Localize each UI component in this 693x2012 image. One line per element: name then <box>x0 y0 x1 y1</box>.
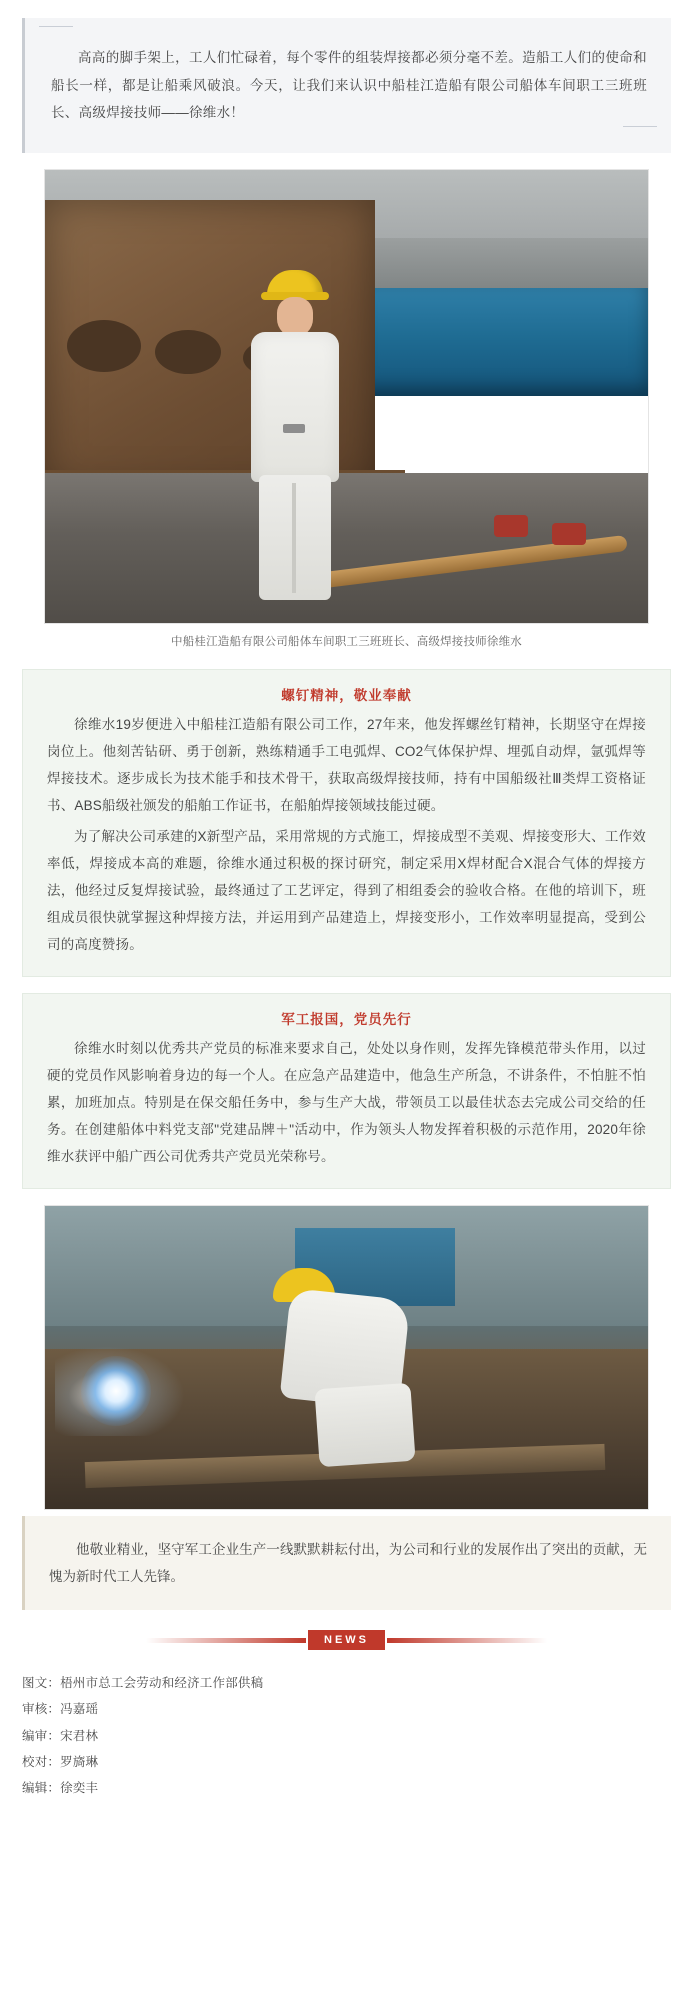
figure-caption: 中船桂江造船有限公司船体车间职工三班班长、高级焊接技师徐维水 <box>171 636 522 649</box>
photo1-worker <box>241 270 349 600</box>
photo1-worker-legs <box>259 475 331 600</box>
credit-line-source: 图文：梧州市总工会劳动和经济工作部供稿 <box>22 1676 264 1691</box>
photo1-gray-beam <box>348 238 648 294</box>
intro-paragraph: 高高的脚手架上，工人们忙碌着，每个零件的组装焊接都必须分毫不差。造船工人们的使命和船长一样，都是让船乘风破浪。今天，让我们来认识中船桂江造船有限公司船体车间职工三班班长、高级焊接技师——徐维水！ <box>51 50 647 121</box>
decorative-corner-top-left <box>39 26 73 45</box>
closing-paragraph: 他敬业精业，坚守军工企业生产一线默默耕耘付出，为公司和行业的发展作出了突出的贡献，无愧为新时代工人先锋。 <box>49 1542 647 1585</box>
divider-bar-right <box>387 1638 547 1643</box>
figure-shipyard-portrait <box>44 169 649 663</box>
credit-line-proofreader: 校对：罗旖琳 <box>22 1754 99 1769</box>
photo2-welder-legs <box>314 1383 415 1468</box>
photo1-red-fixture-right <box>552 523 586 545</box>
figure-welding-work <box>44 1205 649 1510</box>
section-title-wrap <box>23 670 670 711</box>
credit-line-editor-in-chief: 编审：宋君林 <box>22 1728 99 1743</box>
credit-line-reviewer: 审核：冯嘉瑶 <box>22 1702 99 1717</box>
photo1-red-fixture-left <box>494 515 528 537</box>
section-title: 螺钉精神，敬业奉献 <box>281 688 412 704</box>
credit-line-editor: 编辑：徐奕丰 <box>22 1781 99 1796</box>
photo2-welder <box>255 1268 425 1458</box>
section-paragraph: 徐维水19岁便进入中船桂江造船有限公司工作，27年来，他发挥螺丝钉精神，长期坚守在焊接岗位上。他刻苦钻研、勇于创新，熟练精通手工电弧焊、CO2气体保护焊、埋弧自动焊，氩弧焊等焊接技术。逐步成长为技术能手和技术骨干，获取高级焊接技师，持有中国船级社Ⅲ类焊工资格证书、ABS船级社颁发的船舶工作证书，在船舶焊接领域技能过硬。 <box>47 717 646 814</box>
intro-quote-block <box>22 18 671 153</box>
photo1-yellow-helmet <box>267 270 323 300</box>
section-paragraph: 徐维水时刻以优秀共产党员的标准来要求自己，处处以身作则，发挥先锋模范带头作用，以过硬的党员作风影响着身边的每一个人。在应急产品建造中，他急生产所急，不讲条件，不怕脏不怕累，加班加点。特别是在保交船任务中，参与生产大战，带领员工以最佳状态去完成公司交给的任务。在创建船体中料党支部"党建品牌＋"活动中，作为领头人物发挥着积极的示范作用，2020年徐维水获评中船广西公司优秀共产党员光荣称号。 <box>47 1041 646 1165</box>
divider-label: NEWS <box>308 1630 385 1650</box>
news-divider <box>0 1630 693 1650</box>
section-party-member <box>22 993 671 1189</box>
photo1-worker-face <box>277 297 313 337</box>
section-title: 军工报国，党员先行 <box>281 1012 412 1028</box>
decorative-corner-bottom-right <box>623 126 657 145</box>
photo1-blue-hull-section <box>358 288 648 396</box>
section-screw-spirit <box>22 669 671 977</box>
photo1-uniform-badge <box>283 424 305 433</box>
section-title-wrap <box>23 994 670 1035</box>
credits-block <box>22 1670 671 1813</box>
section-paragraph: 为了解决公司承建的X新型产品，采用常规的方式施工，焊接成型不美观、焊接变形大、工作效率低，焊接成本高的难题，徐维水通过积极的探讨研究，制定采用X焊材配合X混合气体的焊接方法，他经过反复焊接试验，最终通过了工艺评定，得到了相组委会的验收合格。在他的培训下，班组成员很快就掌握这种焊接方法，并运用到产品建造上，焊接变形小，工作效率明显提高，受到公司的高度赞扬。 <box>47 829 646 953</box>
photo-shipyard-portrait <box>44 169 649 624</box>
photo-welding-work <box>44 1205 649 1510</box>
closing-block <box>22 1516 671 1610</box>
divider-bar-left <box>146 1638 306 1643</box>
photo1-worker-uniform <box>251 332 339 482</box>
photo2-weld-arc <box>81 1356 151 1426</box>
